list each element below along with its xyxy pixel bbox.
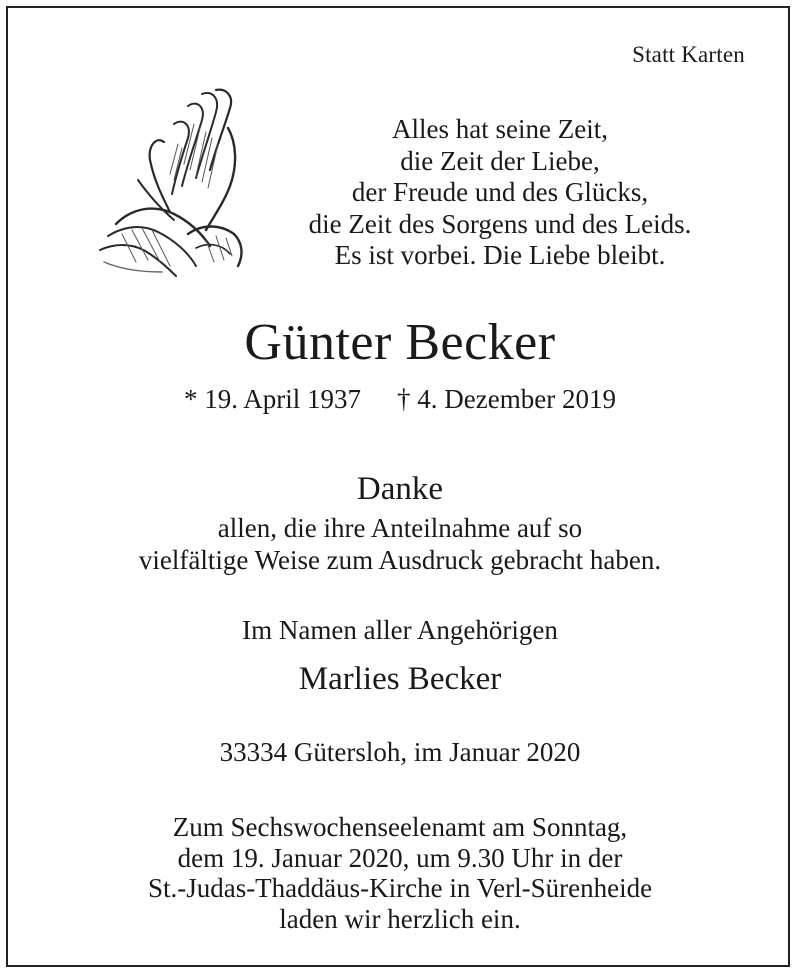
death-date: † 4. Dezember 2019 — [397, 384, 616, 414]
verse-line: der Freude und des Glücks, — [351, 177, 649, 207]
notice-line: dem 19. Januar 2020, um 9.30 Uhr in der — [177, 842, 623, 873]
verse-line: die Zeit des Sorgens und des Leids. — [308, 208, 692, 239]
on-behalf-line: Im Namen aller Angehörigen — [242, 615, 558, 645]
notice-line: Zum Sechswochenseelenamt am Sonntag, — [172, 812, 628, 842]
statt-karten-label: Statt Karten — [632, 42, 745, 67]
life-dates — [0, 383, 800, 415]
signer-name: Marlies Becker — [298, 661, 502, 697]
birth-date: * 19. April 1937 — [184, 384, 362, 414]
verse-line: Alles hat seine Zeit, — [392, 114, 608, 144]
thanks-heading: Danke — [356, 471, 444, 507]
thanks-line: vielfältige Weise zum Ausdruck gebracht haben. — [138, 544, 662, 575]
thanks-text — [0, 513, 800, 576]
place-date: 33334 Gütersloh, im Januar 2020 — [219, 737, 581, 767]
notice-line: laden wir herzlich ein. — [279, 903, 521, 934]
poem-verse — [200, 114, 800, 272]
verse-line: die Zeit der Liebe, — [400, 145, 600, 176]
service-notice — [0, 812, 800, 934]
thanks-line: allen, die ihre Anteilnahme auf so — [217, 513, 583, 543]
deceased-name: Günter Becker — [244, 314, 556, 371]
verse-line: Es ist vorbei. Die Liebe bleibt. — [334, 240, 666, 270]
notice-line: St.-Judas-Thaddäus-Kirche in Verl-Sürenheide — [147, 873, 653, 903]
